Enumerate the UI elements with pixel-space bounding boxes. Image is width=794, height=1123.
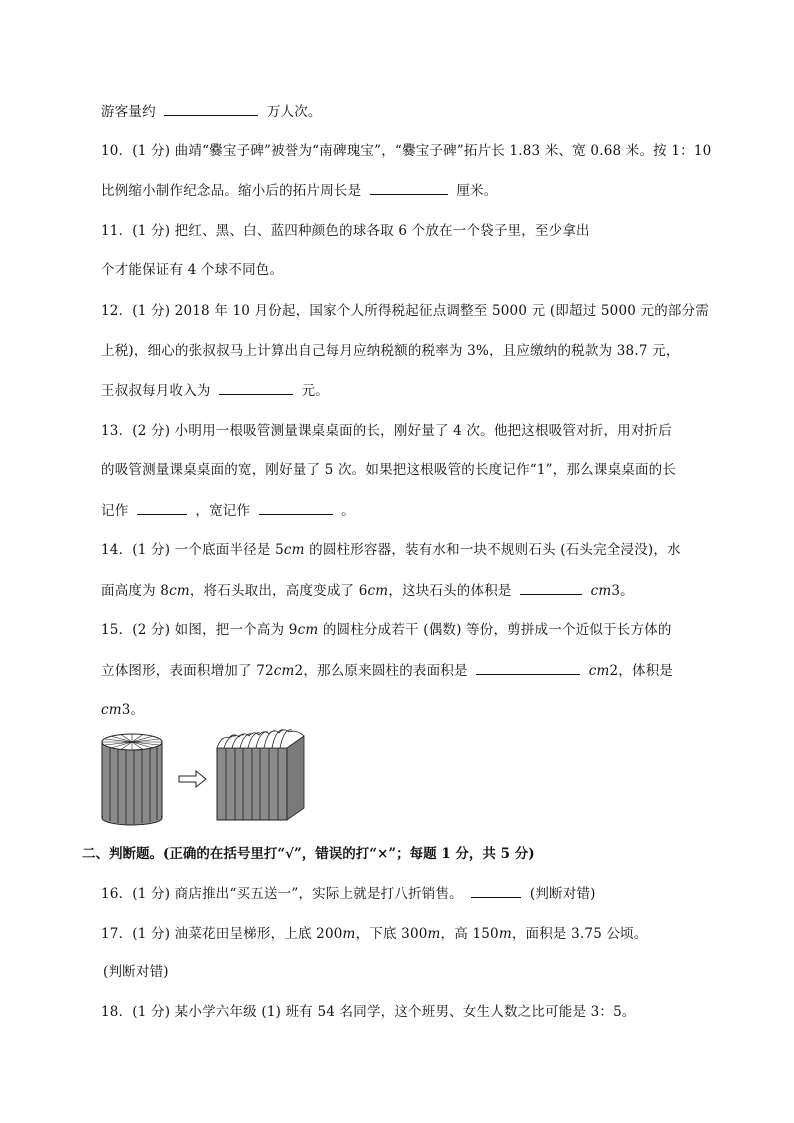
question-15-line-3 — [101, 700, 144, 720]
text-segment: ，高 150 — [440, 926, 499, 942]
unit-text: cm — [588, 663, 610, 679]
question-15-line-1 — [101, 620, 672, 640]
text-segment: 王叔叔每月收入为 — [101, 383, 211, 399]
question-10-line-2 — [101, 180, 497, 201]
answer-blank — [520, 580, 582, 595]
question-18-line — [101, 1002, 636, 1022]
question-12-line-1 — [101, 301, 709, 321]
question-13-line-1 — [101, 421, 672, 441]
text-segment: ，这块石头的体积是 — [388, 583, 512, 599]
text-segment: 3。 — [121, 702, 145, 718]
question-13-line-3 — [101, 500, 355, 521]
answer-blank — [471, 883, 521, 898]
question-11-line-1 — [101, 221, 590, 241]
text-segment: 万人次。 — [266, 104, 322, 120]
question-12-line-2 — [101, 341, 680, 361]
text-segment: 17．(1 分) 油菜花田呈梯形，上底 200 — [101, 926, 343, 942]
unit-text: cm — [367, 583, 389, 599]
arrow-right-icon — [179, 771, 206, 787]
answer-blank — [476, 660, 580, 675]
text-segment: 2，那么原来圆柱的表面积是 — [294, 663, 468, 679]
text-segment: ，面积是 3.75 公顷。 — [511, 926, 648, 942]
question-17-line-1 — [101, 924, 648, 944]
text-segment: (判断对错) — [103, 964, 169, 980]
text-segment: ，宽记作 — [195, 503, 251, 519]
text-segment: 厘米。 — [456, 183, 498, 199]
text-segment: 比例缩小制作纪念品。缩小后的拓片周长是 — [101, 183, 362, 199]
text-segment: ，下底 300 — [355, 926, 428, 942]
unit-text: cm — [101, 702, 122, 718]
text-line — [101, 101, 322, 122]
text-segment: 10．(1 分) 曲靖“爨宝子碑”被誉为“南碑瑰宝”，“爨宝子碑”拓片长 1.83 米、宽 0.68 米。按 1：10 — [101, 143, 712, 159]
text-segment: 。 — [341, 503, 355, 519]
text-segment: 13．(2 分) 小明用一根吸管测量课桌桌面的长，刚好量了 4 次。他把这根吸管对折，用对折后 — [101, 423, 672, 439]
question-10-line-1 — [101, 141, 711, 161]
text-segment: 记作 — [101, 503, 129, 519]
cylinder-to-cuboid-figure — [96, 726, 316, 826]
text-segment: 11．(1 分) 把红、黑、白、蓝四种颜色的球各取 6 个放在一个袋子里，至少拿出 — [101, 223, 590, 239]
unit-text: m — [342, 926, 356, 942]
answer-blank — [164, 101, 258, 116]
text-segment: 的圆柱形容器，装有水和一块不规则石头 (石头完全浸没)，水 — [304, 542, 681, 558]
text-segment: 2，体积是 — [609, 663, 674, 679]
question-12-line-3 — [101, 380, 329, 401]
answer-blank — [259, 500, 333, 515]
unit-text: cm — [169, 583, 190, 599]
text-segment: 15．(2 分) 如图，把一个高为 9 — [101, 622, 298, 638]
unit-text: cm — [297, 622, 319, 638]
unit-exponent: 3。 — [611, 583, 634, 599]
text-segment: 游客量约 — [101, 104, 156, 120]
cuboid-shape — [217, 730, 304, 820]
text-segment: 面高度为 8 — [101, 583, 170, 599]
text-segment: 上税)，细心的张叔叔马上计算出自己每月应纳税额的税率为 3%，且应缴纳的税款为 38.7 元， — [101, 343, 680, 359]
text-segment: 14．(1 分) 一个底面半径是 5 — [101, 542, 284, 558]
text-segment: 的圆柱分成若干 (偶数) 等份，剪拼成一个近似于长方体的 — [318, 622, 672, 638]
question-15-line-2 — [101, 660, 673, 681]
text-segment: ，将石头取出，高度变成了 6 — [189, 583, 368, 599]
text-segment: 立体图形，表面积增加了 72 — [101, 663, 274, 679]
answer-blank — [137, 500, 187, 515]
question-14-line-2 — [101, 580, 634, 601]
unit-text: m — [427, 926, 441, 942]
text-segment: 的吸管测量课桌桌面的宽，刚好量了 5 次。如果把这根吸管的长度记作“1”，那么课桌桌面的长 — [101, 462, 677, 478]
section-title: 二、判断题。(正确的在括号里打“√”，错误的打“×”；每题 1 分，共 5 分) — [82, 846, 535, 862]
unit-text: cm — [590, 583, 612, 599]
text-segment: 16．(1 分) 商店推出“买五送一”，实际上就是打八折销售。 — [101, 886, 463, 902]
answer-blank — [219, 380, 293, 395]
question-17-line-2 — [103, 962, 169, 982]
unit-text: cm — [283, 542, 305, 558]
text-segment: 18．(1 分) 某小学六年级 (1) 班有 54 名同学，这个班男、女生人数之比可能是 3：5。 — [101, 1004, 636, 1020]
text-segment: 12．(1 分) 2018 年 10 月份起，国家个人所得税起征点调整至 5000 元 (即超过 5000 元的部分需 — [101, 303, 710, 319]
question-16-line — [101, 883, 596, 904]
text-segment: (判断对错) — [529, 886, 596, 902]
question-14-line-1 — [101, 540, 681, 560]
cylinder-shape — [102, 734, 162, 825]
text-segment: 元。 — [301, 383, 330, 399]
text-segment: 个才能保证有 4 个球不同色。 — [101, 262, 284, 278]
unit-text: m — [498, 926, 512, 942]
question-13-line-2 — [101, 460, 676, 480]
question-11-line-2 — [101, 260, 283, 280]
unit-text: cm — [273, 663, 295, 679]
answer-blank — [370, 180, 448, 195]
